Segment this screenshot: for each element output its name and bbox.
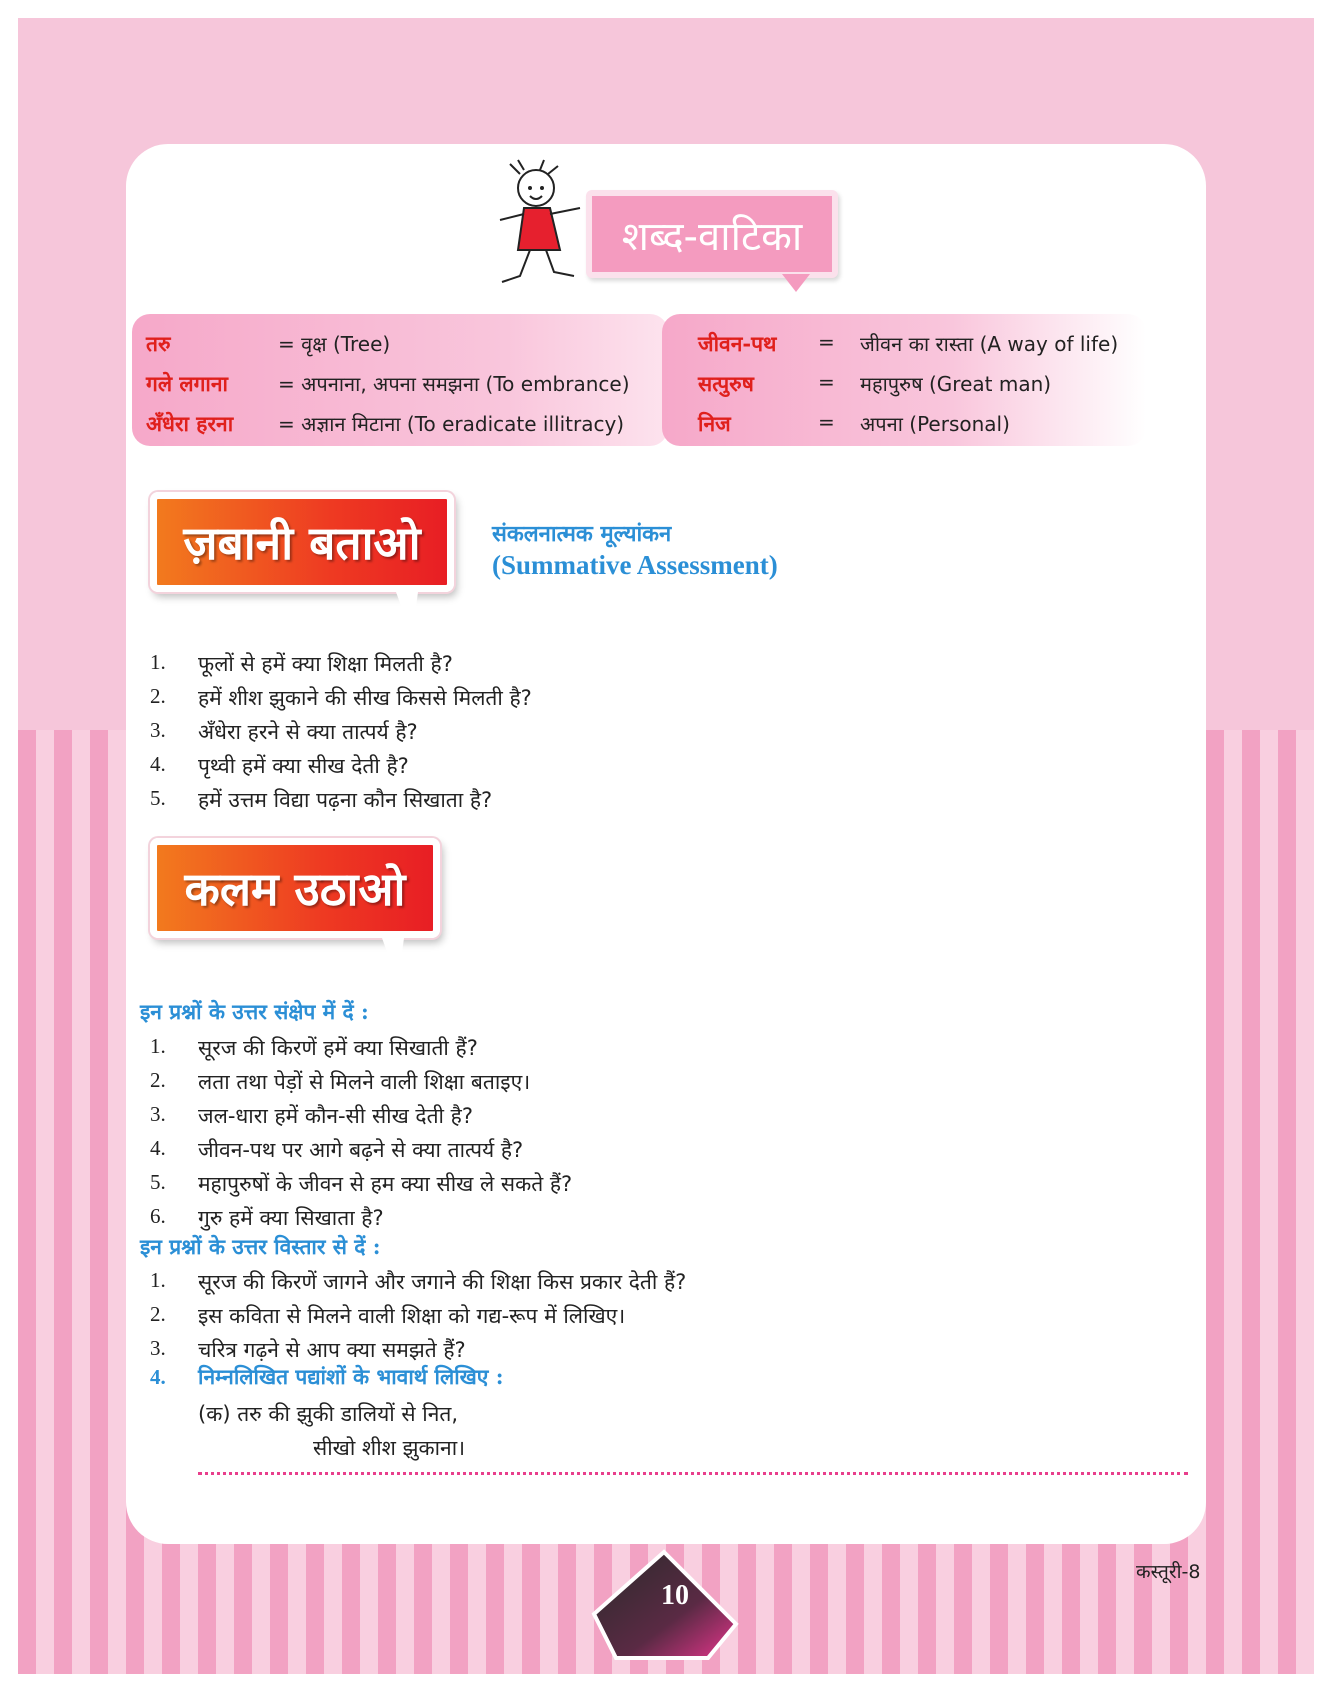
- vocab-equals: =: [818, 410, 835, 434]
- page-number: 10: [661, 1580, 689, 1611]
- vocab-row: [698, 370, 754, 398]
- vocab-definition: अपना (Personal): [860, 412, 1010, 436]
- vocab-equals: =: [818, 330, 835, 354]
- vocabulary-panel-left: [132, 314, 668, 446]
- explanation-heading: निम्नलिखित पद्यांशों के भावार्थ लिखिए :: [198, 1364, 504, 1389]
- vocab-term: जीवन-पथ: [698, 331, 777, 356]
- vocab-row: [698, 410, 731, 438]
- question-text: चरित्र गढ़ने से आप क्या समझते हैं?: [198, 1338, 466, 1362]
- vocab-equals: =: [278, 372, 295, 396]
- question-text: फूलों से हमें क्या शिक्षा मिलती है?: [198, 652, 453, 676]
- vocab-definition: अपनाना, अपना समझना (To embrance): [301, 372, 630, 396]
- vocab-definition: अज्ञान मिटाना (To eradicate illitracy): [301, 412, 625, 436]
- answer-line: [198, 1472, 1188, 1475]
- vocab-row: [278, 330, 390, 357]
- short-answer-heading: इन प्रश्नों के उत्तर संक्षेप में दें :: [140, 999, 369, 1024]
- question-number: 3.: [150, 1336, 166, 1360]
- question-text: सूरज की किरणें हमें क्या सिखाती हैं?: [198, 1036, 478, 1060]
- question-text: महापुरुषों के जीवन से हम क्या सीख ले सकते हैं?: [198, 1172, 573, 1196]
- question-text: हमें शीश झुकाने की सीख किससे मिलती है?: [198, 686, 532, 710]
- section-banner-written: [150, 838, 440, 938]
- vocab-term: सत्पुरुष: [698, 371, 754, 396]
- question-number: 2.: [150, 684, 166, 708]
- question-text: इस कविता से मिलने वाली शिक्षा को गद्य-रूप में लिखिए।: [198, 1304, 626, 1328]
- section-banner-text: कलम उठाओ: [184, 862, 406, 916]
- question-text: जीवन-पथ पर आगे बढ़ने से क्या तात्पर्य है?: [198, 1138, 524, 1162]
- vocab-row: [860, 330, 1118, 357]
- vocab-row: [698, 330, 776, 358]
- title-bubble: [586, 190, 838, 278]
- vocab-row: [860, 370, 1051, 397]
- vocab-row: [146, 370, 228, 398]
- vocab-row: [818, 370, 835, 394]
- question-number: 1.: [150, 650, 166, 674]
- poem-line: सीखो शीश झुकाना।: [313, 1436, 466, 1460]
- assessment-label-hindi: संकलनात्मक मूल्यांकन: [492, 521, 672, 547]
- question-number: 2.: [150, 1302, 166, 1326]
- vocab-term: निज: [698, 411, 731, 436]
- vocab-row: [818, 410, 835, 434]
- question-text: पृथ्वी हमें क्या सीख देती है?: [198, 754, 409, 778]
- question-number: 2.: [150, 1068, 166, 1092]
- vocab-row: [146, 330, 171, 358]
- question-number: 6.: [150, 1204, 166, 1228]
- vocab-definition: वृक्ष (Tree): [301, 332, 391, 356]
- vocab-term: गले लगाना: [146, 371, 228, 396]
- question-number: 5.: [150, 786, 166, 810]
- question-number: 5.: [150, 1170, 166, 1194]
- long-answer-heading: इन प्रश्नों के उत्तर विस्तार से दें :: [140, 1234, 381, 1259]
- question-text: अँधेरा हरने से क्या तात्पर्य है?: [198, 720, 418, 744]
- question-number: 3.: [150, 1102, 166, 1126]
- question-number: 3.: [150, 718, 166, 742]
- vocab-term: अँधेरा हरना: [146, 411, 234, 436]
- banner-tail: [396, 592, 418, 636]
- vocab-row: [146, 410, 233, 438]
- vocab-row: [278, 370, 630, 397]
- question-text: गुरु हमें क्या सिखाता है?: [198, 1206, 384, 1230]
- poem-line: (क) तरु की झुकी डालियों से नित,: [198, 1402, 459, 1426]
- question-text: सूरज की किरणें जागने और जगाने की शिक्षा किस प्रकार देती हैं?: [198, 1270, 687, 1294]
- vocab-row: [278, 410, 624, 437]
- question-number: 4.: [150, 752, 166, 776]
- vocab-term: तरु: [146, 331, 171, 356]
- section-banner-oral: [150, 492, 454, 592]
- section-banner-text: ज़बानी बताओ: [183, 516, 421, 570]
- vocab-equals: =: [818, 370, 835, 394]
- book-name: कस्तूरी-8: [1136, 1561, 1201, 1583]
- question-text: जल-धारा हमें कौन-सी सीख देती है?: [198, 1104, 473, 1128]
- question-text: हमें उत्तम विद्या पढ़ना कौन सिखाता है?: [198, 788, 493, 812]
- question-number: 4.: [150, 1136, 166, 1160]
- question-number: 4.: [150, 1365, 166, 1389]
- banner-tail: [382, 938, 404, 982]
- question-text: लता तथा पेड़ों से मिलने वाली शिक्षा बताइए।: [198, 1070, 531, 1094]
- vocab-definition: जीवन का रास्ता (A way of life): [860, 332, 1119, 356]
- vocab-equals: =: [278, 412, 295, 436]
- assessment-label-english: (Summative Assessment): [492, 550, 778, 580]
- running-girl-illustration: [488, 158, 598, 298]
- vocab-equals: =: [278, 332, 295, 356]
- vocab-definition: महापुरुष (Great man): [860, 372, 1052, 396]
- question-number: 1.: [150, 1034, 166, 1058]
- question-number: 1.: [150, 1268, 166, 1292]
- vocabulary-panel-right: [662, 314, 1146, 446]
- page-title: शब्द-वाटिका: [621, 213, 803, 260]
- vocab-row: [818, 330, 835, 354]
- vocab-row: [860, 410, 1010, 437]
